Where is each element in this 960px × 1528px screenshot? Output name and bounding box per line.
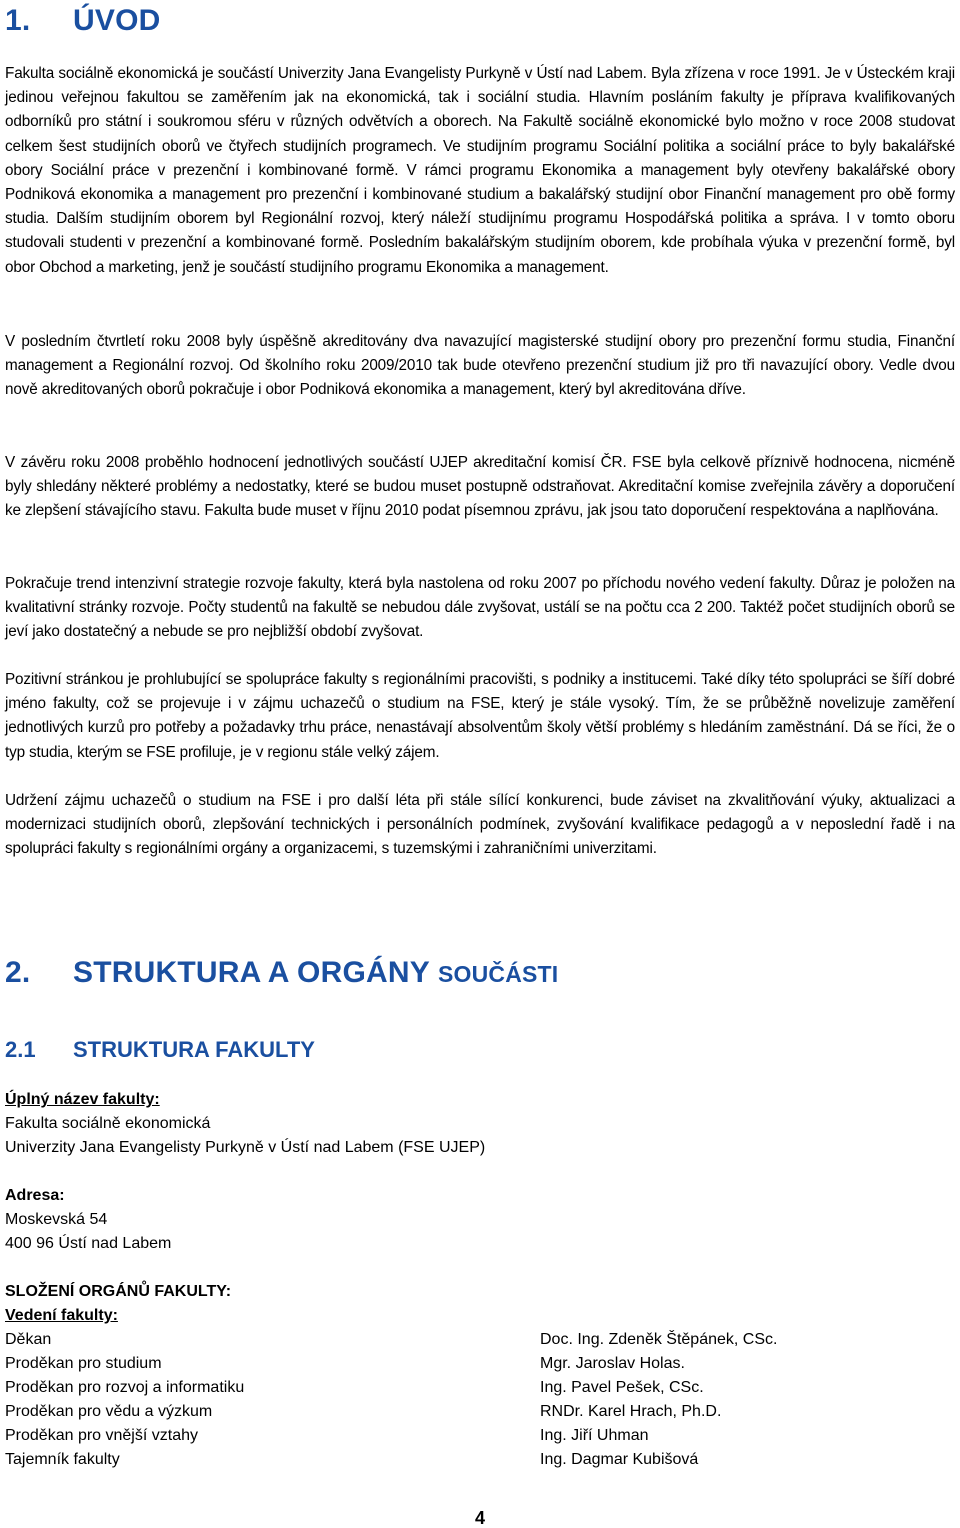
full-name-line-2: Univerzity Jana Evangelisty Purkyně v Ústí nad Labem (FSE UJEP) [5,1139,486,1156]
intro-paragraph-5: Pozitivní stránkou je prohlubující se spolupráce fakulty s regionálními pracovišti, s podniky a institucemi. Také díky této spolupráci se šíří dobré jméno fakulty, což se projevuje i v zájmu uchazečů o studium na FSE, který je stále vysoký. Tím, že se průběžně novelizuje zaměření jednotlivých kurzů pro potřeby a požadavky trhu práce, nenastávají absolventům školy větší problémy s hledáním zaměstnání. Dá se říci, že o typ studia, kterým se FSE profiluje, je v regionu stále velký zájem. [5,671,955,761]
role-title: Proděkan pro vnější vztahy [5,1427,198,1444]
section-1-heading [5,4,160,38]
page-number: 4 [474,1508,485,1528]
section-2-heading [5,956,558,991]
section-1-title: ÚVOD [73,4,161,37]
role-title: Tajemník fakulty [5,1451,120,1468]
intro-paragraph-4: Pokračuje trend intenzivní strategie rozvoje fakulty, která byla nastolena od roku 2007 po příchodu nového vedení fakulty. Důraz je položen na kvalitativní stránky rozvoje. Počty studentů na fakultě se nebudou dále zvyšovat, ustálí se na počtu cca 2 200. Taktéž počet studijních oborů se jeví jako dostatečný a nebude se pro nejbližší období zvyšovat. [5,575,955,641]
full-name-line-1: Fakulta sociálně ekonomická [5,1115,211,1132]
faculty-full-name-block [5,1088,955,1160]
faculty-bodies-block [5,1280,955,1328]
role-title: Děkan [5,1331,52,1348]
address-line-1: Moskevská 54 [5,1211,108,1228]
management-label: Vedení fakulty: [5,1307,118,1324]
section-2-1-heading [5,1037,315,1063]
address-label: Adresa: [5,1187,65,1204]
role-title: Proděkan pro studium [5,1355,162,1372]
role-title: Proděkan pro rozvoj a informatiku [5,1379,245,1396]
role-holder: Ing. Pavel Pešek, CSc. [540,1379,704,1396]
intro-paragraph-1: Fakulta sociálně ekonomická je součástí Univerzity Jana Evangelisty Purkyně v Ústí nad Labem. Byla zřízena v roce 1991. Je v Ústeckém kraji jedinou veřejnou fakultou se zaměřením jak na ekonomická, tak i sociální studia. Hlavním posláním fakulty je příprava kvalifikovaných odborníků pro státní i soukromou sféru v různých odvětvích a oborech. Na Fakultě sociálně ekonomické bylo možno v roce 2008 studovat celkem šest studijních oborů ve čtyřech studijních programech. Ve studijním programu Sociální politika a sociální práce to byly bakalářské obory Sociální práce v prezenční i kombinované formě. V rámci programu Ekonomika a management byly otevřeny bakalářské obory Podniková ekonomika a management pro prezenční i kombinované studium a bakalářský studijní obor Finanční management pro obě formy studia. Dalším studijním oborem byl Regionální rozvoj, který náleží studijnímu programu Hospodářská politika a správa. I v tomto oboru studovali studenti v prezenční a kombinované formě. Posledním bakalářským studijním oborem, kde probíhala výuka v prezenční formě, byl obor Obchod a marketing, jenž je součástí studijního programu Ekonomika a management. [5,65,955,276]
section-1-number: 1. [5,4,31,37]
faculty-address-block [5,1184,955,1256]
management-row [5,1376,955,1400]
management-row [5,1352,955,1376]
role-holder: RNDr. Karel Hrach, Ph.D. [540,1403,722,1420]
intro-paragraph-3: V závěru roku 2008 proběhlo hodnocení jednotlivých součástí UJEP akreditační komisí ČR. FSE byla celkově příznivě hodnocena, nicméně byly shledány některé problémy a nedostatky, které se budou muset postupně odstraňovat. Akreditační komise zveřejnila závěry a doporučení ke zlepšení stávajícího stavu. Fakulta bude muset v říjnu 2010 podat písemnou zprávu, jak jsou tato doporučení respektována a naplňována. [5,454,955,520]
intro-paragraph-6: Udržení zájmu uchazečů o studium na FSE i pro další léta při stále sílící konkurenci, bude záviset na zkvalitňování výuky, aktualizaci a modernizaci studijních oborů, zlepšování technických i personálních podmínek, zvyšování kvalifikace pedagogů a v neposlední řadě i na spolupráci fakulty s regionálními orgány a organizacemi, s tuzemskými i zahraničními univerzitami. [5,792,955,858]
management-row [5,1328,955,1352]
management-list [5,1328,955,1472]
role-holder: Ing. Jiří Uhman [540,1427,649,1444]
role-title: Proděkan pro vědu a výzkum [5,1403,213,1420]
management-row [5,1448,955,1472]
section-2-1-title: STRUKTURA FAKULTY [73,1037,315,1062]
full-name-label: Úplný název fakulty: [5,1091,160,1108]
intro-paragraph-2: V posledním čtvrtletí roku 2008 byly úspěšně akreditovány dva navazující magisterské studijní obory pro prezenční formu studia, Finanční management a Regionální rozvoj. Od školního roku 2009/2010 tak bude otevřeno prezenční studium již pro tři navazující obory. Vedle dvou nově akreditovaných oborů pokračuje i obor Podniková ekonomika a management, který byl akreditována dříve. [5,333,955,399]
bodies-label: SLOŽENÍ ORGÁNŮ FAKULTY: [5,1283,232,1300]
address-line-2: 400 96 Ústí nad Labem [5,1235,172,1252]
management-row [5,1424,955,1448]
role-holder: Mgr. Jaroslav Holas. [540,1355,685,1372]
section-2-title-small: SOUČÁSTI [437,961,559,987]
section-2-title: STRUKTURA A ORGÁNY [73,956,430,989]
section-2-number: 2. [5,956,31,989]
role-holder: Ing. Dagmar Kubišová [540,1451,699,1468]
section-2-1-number: 2.1 [5,1037,36,1062]
role-holder: Doc. Ing. Zdeněk Štěpánek, CSc. [540,1331,778,1348]
management-row [5,1400,955,1424]
